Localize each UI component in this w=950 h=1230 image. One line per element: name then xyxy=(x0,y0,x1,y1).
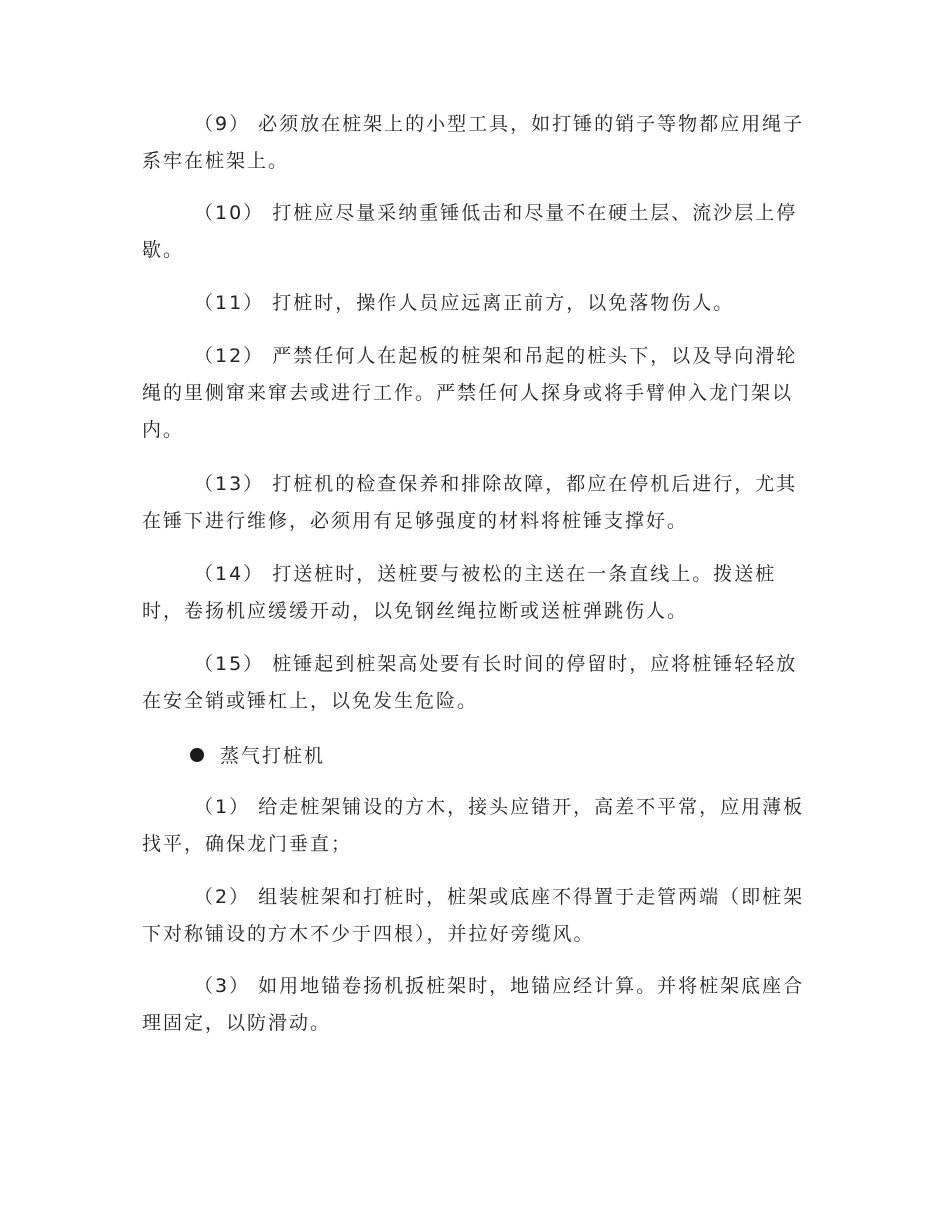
section-heading-text: 蒸气打桩机 xyxy=(220,745,326,767)
paragraph-item-14: （14） 打送桩时，送桩要与被松的主送在一条直线上。拨送桩时，卷扬机应缓缓开动，以免钢丝绳拉断或送桩弹跳伤人。 xyxy=(142,563,777,622)
paragraph-item-13: （13） 打桩机的检查保养和排除故障，都应在停机后进行，尤其在锤下进行维修，必须用有足够强度的材料将桩锤支撑好。 xyxy=(142,473,798,532)
paragraph-item-12: （12） 严禁任何人在起板的桩架和吊起的桩头下，以及导向滑轮绳的里侧窜来窜去或进行工作。严禁任何人探身或将手臂伸入龙门架以内。 xyxy=(142,345,798,441)
bullet-icon xyxy=(190,748,204,762)
section-heading xyxy=(190,736,325,773)
paragraph-item-11: （11） 打桩时，操作人员应远离正前方，以免落物伤人。 xyxy=(194,292,735,314)
paragraph-item-1: （1） 给走桩架铺设的方木，接头应错开，高差不平常，应用薄板找平，确保龙门垂直； xyxy=(142,796,805,855)
paragraph-item-15: （15） 桩锤起到桩架高处要有长时间的停留时，应将桩锤轻轻放在安全销或锤杠上，以免发生危险。 xyxy=(142,653,798,712)
paragraph-item-3: （3） 如用地锚卷扬机扳桩架时，地锚应经计算。并将桩架底座合理固定，以防滑动。 xyxy=(142,975,805,1034)
paragraph-item-10: （10） 打桩应尽量采纳重锤低击和尽量不在硬土层、流沙层上停歇。 xyxy=(142,202,798,261)
paragraph-item-2: （2） 组装桩架和打桩时，桩架或底座不得置于走管两端（即桩架下对称铺设的方木不少于四根），并拉好旁缆风。 xyxy=(142,886,805,945)
paragraph-item-9: （9） 必须放在桩架上的小型工具，如打锤的销子等物都应用绳子系牢在桩架上。 xyxy=(142,113,805,172)
